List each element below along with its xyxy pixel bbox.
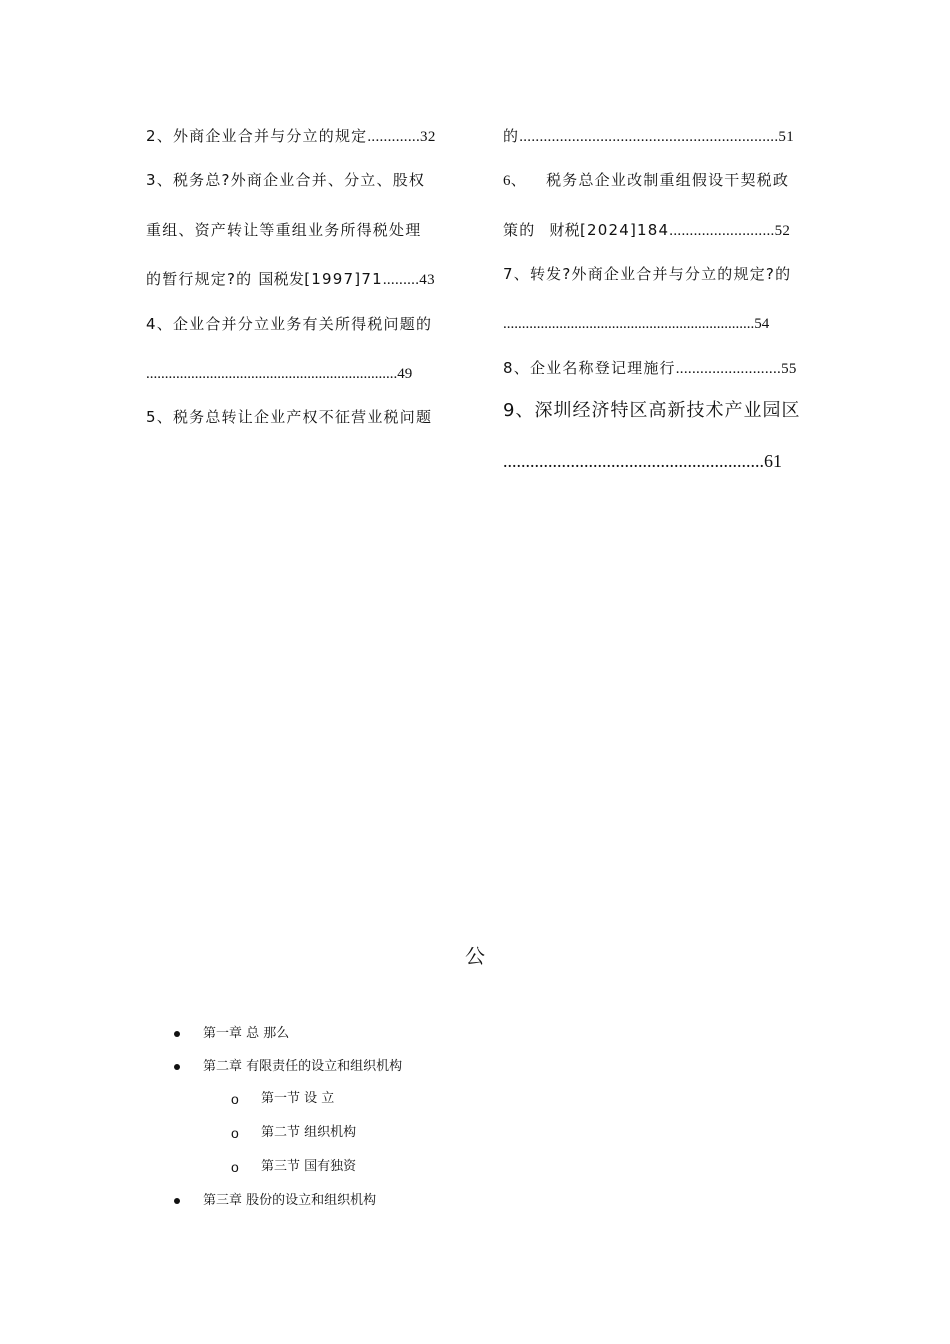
- toc-entry-shenzhen-hightech-park-dots[interactable]: [503, 451, 805, 471]
- toc-entry-text: 4、企业合并分立业务有关所得税问题的: [146, 315, 433, 333]
- toc-doc-ref-number: [2024]184: [579, 221, 670, 239]
- toc-leader-dots: .............: [367, 129, 421, 145]
- toc-page-number: 51: [778, 129, 795, 145]
- toc-leader-dots: ................................................................: [519, 129, 779, 145]
- toc-entry-text: 7、转发?外商企业合并与分立的规定?的: [503, 265, 792, 283]
- toc-entry-merger-income-tax[interactable]: [146, 314, 432, 334]
- toc-entry-text: 5、税务总转让企业产权不征营业税问题: [146, 408, 433, 426]
- toc-entry-forward-merger-rules-dots[interactable]: [503, 314, 805, 334]
- circle-bullet-icon: o: [231, 1159, 239, 1175]
- toc-page-number: 55: [781, 361, 797, 377]
- toc-entry-tax-reorg-line3[interactable]: [146, 269, 435, 290]
- toc-entry-equity-transfer-cont[interactable]: [503, 126, 794, 147]
- toc-doc-ref-number: [1997]71: [304, 270, 383, 288]
- toc-entry-merger-income-tax-dots[interactable]: [146, 364, 448, 384]
- toc-leader-dots: ...................................................................: [503, 316, 755, 332]
- toc-entry-text: 3、税务总?外商企业合并、分立、股权: [146, 171, 426, 189]
- toc-entry-deed-tax-line1[interactable]: [503, 170, 789, 191]
- toc-entry-forward-merger-rules[interactable]: [503, 264, 791, 284]
- toc-page-number: 52: [774, 223, 791, 239]
- toc-entry-equity-transfer[interactable]: [146, 407, 432, 427]
- toc-entry-company-name-registration[interactable]: [503, 358, 797, 379]
- toc-entry-text: 的暂行规定?的: [146, 270, 253, 288]
- toc-entry-deed-tax-line2[interactable]: [503, 220, 790, 241]
- toc-entry-text: 9、深圳经济特区高新技术产业园区: [503, 400, 801, 421]
- toc-leader-dots: ..........................: [675, 361, 782, 377]
- toc-entry-text: 2、外商企业合并与分立的规定: [146, 127, 368, 145]
- toc-entry-text: 8、企业名称登记理施行: [503, 359, 676, 377]
- circle-bullet-icon: o: [231, 1125, 239, 1141]
- outline-item-chapter-3[interactable]: 第三章 股份的设立和组织机构: [203, 1193, 377, 1208]
- toc-page-number: 54: [754, 316, 770, 332]
- outline-item-section-1[interactable]: 第一节 设 立: [261, 1091, 335, 1106]
- toc-doc-ref: 国税发: [258, 272, 305, 288]
- toc-entry-tax-reorg-line1[interactable]: [146, 170, 425, 190]
- bullet-icon: [174, 1064, 180, 1070]
- toc-page-number: 49: [397, 366, 413, 382]
- toc-entry-text: 策的: [503, 221, 536, 239]
- toc-entry-number: 6、: [503, 173, 527, 189]
- toc-leader-dots: ..........................: [669, 223, 775, 239]
- toc-leader-dots: .........: [382, 272, 420, 288]
- bullet-icon: [174, 1031, 180, 1037]
- toc-page-number: 61: [764, 451, 782, 471]
- toc-entry-text: 税务总企业改制重组假设干契税政: [546, 171, 790, 189]
- toc-entry-text: 的: [503, 127, 520, 145]
- toc-leader-dots: ...................................................................: [146, 366, 398, 382]
- toc-doc-ref: 财税: [549, 223, 580, 239]
- section-title: 公: [465, 944, 485, 968]
- toc-page-number: 43: [419, 272, 435, 288]
- toc-page-number: 32: [420, 129, 436, 145]
- toc-entry-tax-reorg-line2[interactable]: [146, 220, 421, 240]
- circle-bullet-icon: o: [231, 1091, 239, 1107]
- toc-entry-shenzhen-hightech-park[interactable]: [503, 401, 800, 421]
- toc-entry-merger-rules[interactable]: [146, 126, 436, 147]
- outline-item-chapter-2[interactable]: 第二章 有限责任的设立和组织机构: [203, 1059, 403, 1074]
- toc-entry-text: 重组、资产转让等重组业务所得税处理: [146, 221, 422, 239]
- toc-leader-dots: ..........................................................: [503, 451, 764, 471]
- outline-item-chapter-1[interactable]: 第一章 总 那么: [203, 1026, 290, 1041]
- outline-item-section-3[interactable]: 第三节 国有独资: [261, 1159, 357, 1174]
- outline-item-section-2[interactable]: 第二节 组织机构: [261, 1125, 357, 1140]
- bullet-icon: [174, 1198, 180, 1204]
